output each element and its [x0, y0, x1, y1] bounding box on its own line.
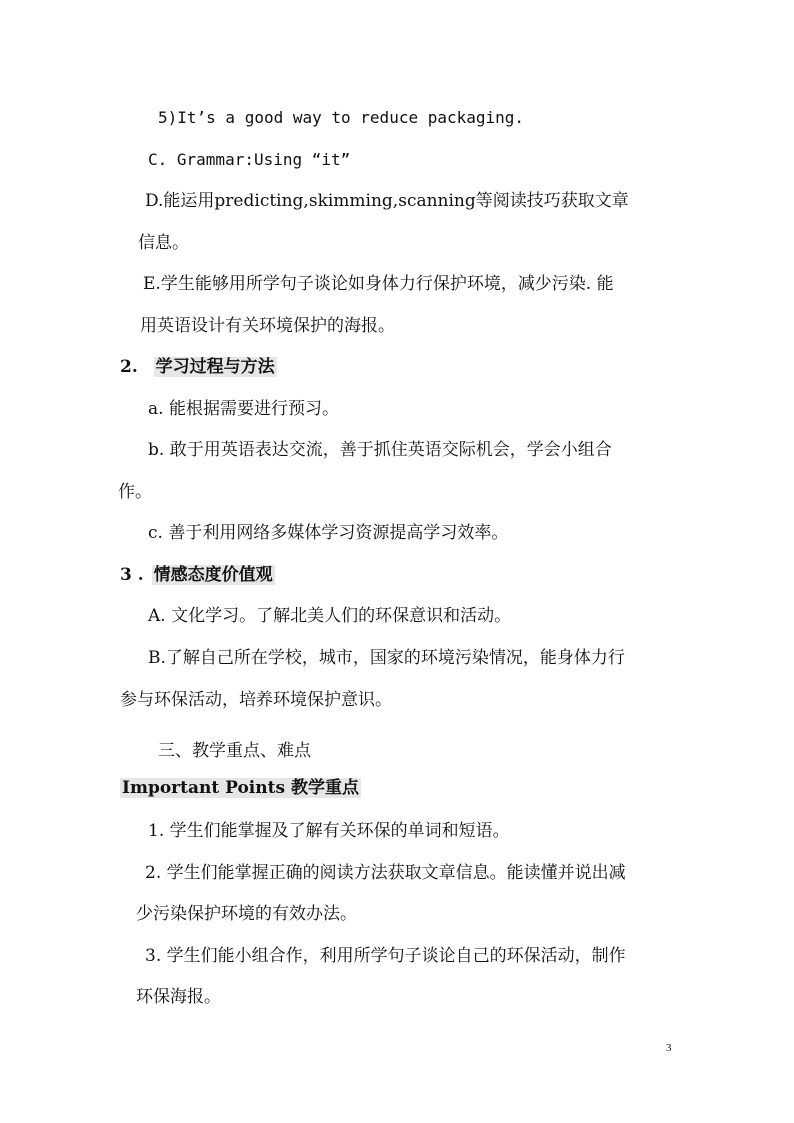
objective-e: E.学生能够用所学句子谈论如身体力行保护环境，减少污染. 能	[143, 274, 614, 294]
values-b: B.了解自己所在学校，城市，国家的环境污染情况，能身体力行	[148, 648, 625, 668]
objective-e-cont: 用英语设计有关环境保护的海报。	[140, 316, 395, 336]
point-2-cont: 少污染保护环境的有效办法。	[136, 904, 357, 924]
section-heading-2	[120, 356, 277, 378]
section-heading-3	[120, 564, 275, 586]
section-number: 2.	[120, 357, 138, 377]
point-1: 1. 学生们能掌握及了解有关环保的单词和短语。	[148, 821, 510, 841]
chapter-heading: 三、教学重点、难点	[158, 741, 311, 761]
objective-d-cont: 信息。	[138, 233, 189, 253]
objective-5: 5)It’s a good way to reduce packaging.	[158, 108, 525, 127]
process-c: c. 善于利用网络多媒体学习资源提高学习效率。	[148, 523, 509, 543]
process-b: b. 敢于用英语表达交流，善于抓住英语交际机会，学会小组合	[148, 440, 612, 460]
section-number: 3 .	[120, 565, 144, 585]
important-points-label: Important Points 教学重点	[122, 778, 359, 798]
objective-c: C. Grammar:Using “it”	[148, 150, 351, 169]
point-3: 3. 学生们能小组合作，利用所学句子谈论自己的环保活动，制作	[145, 946, 626, 966]
point-3-cont: 环保海报。	[136, 987, 221, 1007]
section-title: 情感态度价值观	[153, 565, 273, 585]
point-2: 2. 学生们能掌握正确的阅读方法获取文章信息。能读懂并说出减	[145, 863, 626, 883]
important-points-heading	[120, 777, 361, 799]
values-a: A. 文化学习。了解北美人们的环保意识和活动。	[148, 606, 512, 626]
objective-d: D.能运用predicting,skimming,scanning等阅读技巧获取文章	[145, 191, 629, 211]
process-b-cont: 作。	[118, 482, 152, 502]
values-b-cont: 参与环保活动，培养环境保护意识。	[120, 690, 392, 710]
section-title: 学习过程与方法	[155, 357, 275, 377]
process-a: a. 能根据需要进行预习。	[148, 399, 339, 419]
page-number: 3	[666, 1042, 672, 1054]
